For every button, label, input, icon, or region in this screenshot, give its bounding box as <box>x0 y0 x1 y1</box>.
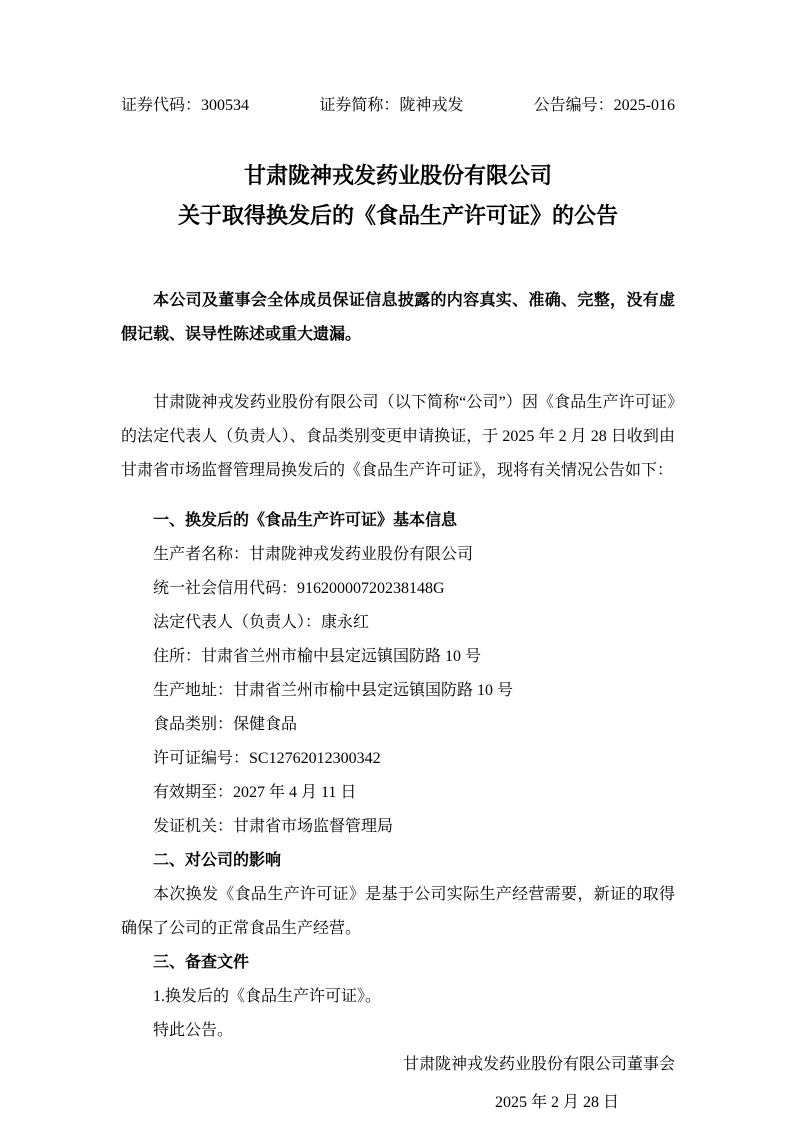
valid-until-line: 有效期至：2027 年 4 月 11 日 <box>153 784 357 801</box>
title-subject: 关于取得换发后的《食品生产许可证》的公告 <box>177 203 618 228</box>
reference-document-line: 1.换发后的《食品生产许可证》。 <box>153 988 382 1005</box>
legal-representative-line: 法定代表人（负责人）：康永红 <box>153 614 370 631</box>
credit-code-line: 统一社会信用代码：91620000720238148G <box>153 580 445 597</box>
disclaimer-paragraph: 本公司及董事会全体成员保证信息披露的内容真实、准确、完整，没有虚假记载、误导性陈述或重大遗漏。 <box>121 292 675 343</box>
closing-line: 特此公告。 <box>153 1022 234 1039</box>
section-2-heading: 二、对公司的影响 <box>153 852 282 869</box>
section-1-heading: 一、换发后的《食品生产许可证》基本信息 <box>153 512 458 529</box>
intro-paragraph: 甘肃陇神戎发药业股份有限公司（以下简称“公司”）因《食品生产许可证》的法定代表人（负责人）、食品类别变更申请换证，于 2025 年 2 月 28 日收到由甘肃省市场监督管理局换发后的《食品生产许可证》，现将有关情况公告如下： <box>121 394 675 479</box>
signature-line: 甘肃陇神戎发药业股份有限公司董事会 <box>402 1056 675 1073</box>
food-category-line: 食品类别：保健食品 <box>153 716 298 733</box>
production-address-line: 生产地址：甘肃省兰州市榆中县定远镇国防路 10 号 <box>153 682 514 699</box>
signature-date: 2025 年 2 月 28 日 <box>494 1094 619 1111</box>
section-2-body: 本次换发《食品生产许可证》是基于公司实际生产经营需要，新证的取得确保了公司的正常食品生产经营。 <box>121 886 675 937</box>
document-header <box>121 96 675 116</box>
producer-name-line: 生产者名称：甘肃陇神戎发药业股份有限公司 <box>153 546 474 563</box>
stock-code: 证券代码：300534 <box>121 97 250 114</box>
issuing-authority-line: 发证机关：甘肃省市场监督管理局 <box>153 818 394 835</box>
license-number-line: 许可证编号：SC12762012300342 <box>153 750 381 767</box>
residence-line: 住所：甘肃省兰州市榆中县定远镇国防路 10 号 <box>153 648 482 665</box>
section-3-heading: 三、备查文件 <box>153 954 250 971</box>
title-company-name: 甘肃陇神戎发药业股份有限公司 <box>243 163 552 188</box>
stock-short-name: 证券简称：陇神戎发 <box>319 97 464 114</box>
announcement-number: 公告编号：2025-016 <box>533 97 675 114</box>
document-title <box>121 156 675 236</box>
